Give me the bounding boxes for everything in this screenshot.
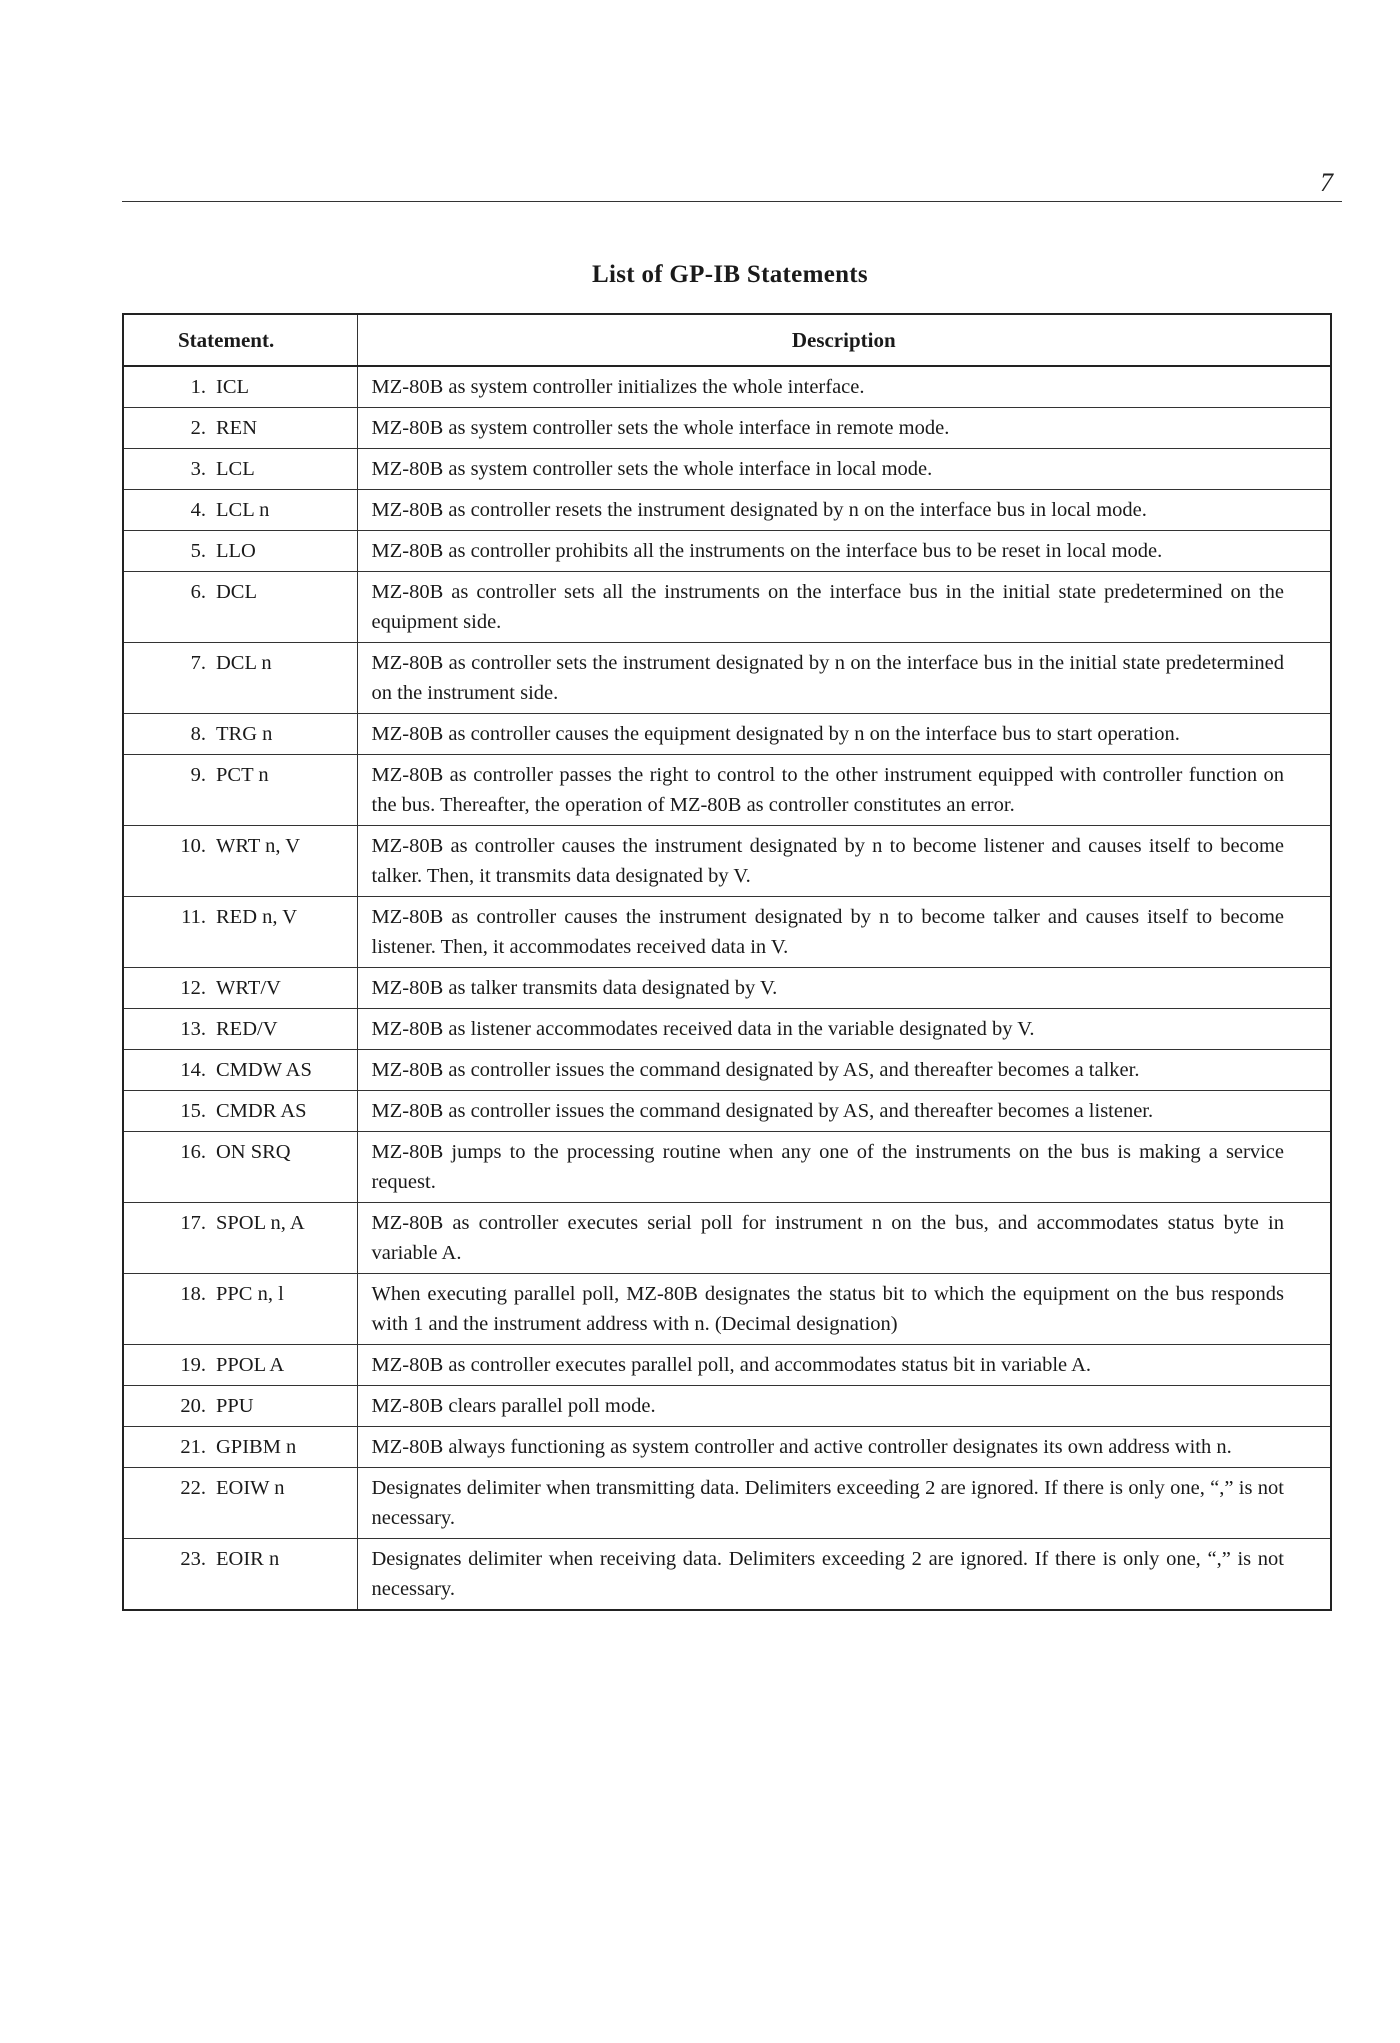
statement-cell xyxy=(123,1050,357,1091)
statement-name: DCL xyxy=(216,581,257,603)
description-cell: MZ-80B as controller causes the equipment designated by n on the interface bus to start operation. xyxy=(357,714,1331,755)
statement-cell xyxy=(123,1386,357,1427)
statement-name: REN xyxy=(216,417,257,439)
statement-number: 14. xyxy=(180,1059,206,1081)
statement-name: RED n, V xyxy=(216,906,298,928)
statement-number: 2. xyxy=(190,417,206,439)
statement-name: WRT/V xyxy=(216,977,281,999)
description-cell: MZ-80B as controller causes the instrument designated by n to become listener and causes itself to become talker. Then, it transmits data designated by V. xyxy=(357,826,1331,897)
table-row xyxy=(123,1345,1331,1386)
description-cell: MZ-80B as controller issues the command designated by AS, and thereafter becomes a talker. xyxy=(357,1050,1331,1091)
statement-cell xyxy=(123,643,357,714)
statement-name: DCL n xyxy=(216,652,272,674)
statement-number: 5. xyxy=(190,540,206,562)
statement-name: PPC n, l xyxy=(216,1283,284,1305)
statement-cell xyxy=(123,1009,357,1050)
table-row xyxy=(123,1132,1331,1203)
table-row xyxy=(123,408,1331,449)
statement-name: WRT n, V xyxy=(216,835,301,857)
description-cell: MZ-80B as controller prohibits all the instruments on the interface bus to be reset in local mode. xyxy=(357,531,1331,572)
statement-name: RED/V xyxy=(216,1018,278,1040)
statement-number: 18. xyxy=(180,1283,206,1305)
table-row xyxy=(123,643,1331,714)
description-cell: Designates delimiter when transmitting data. Delimiters exceeding 2 are ignored. If there is only one, “,” is not necessary. xyxy=(357,1468,1331,1539)
description-cell: MZ-80B as controller resets the instrument designated by n on the interface bus in local mode. xyxy=(357,490,1331,531)
description-cell: MZ-80B as controller issues the command designated by AS, and thereafter becomes a listener. xyxy=(357,1091,1331,1132)
table-row xyxy=(123,1274,1331,1345)
statement-cell xyxy=(123,366,357,408)
statement-number: 20. xyxy=(180,1395,206,1417)
statement-name: LLO xyxy=(216,540,256,562)
table-row xyxy=(123,531,1331,572)
column-header-description: Description xyxy=(357,314,1331,366)
table-row xyxy=(123,1203,1331,1274)
description-cell: MZ-80B as system controller initializes the whole interface. xyxy=(357,366,1331,408)
table-row xyxy=(123,1386,1331,1427)
page-number: 7 xyxy=(1320,168,1333,197)
table-row xyxy=(123,449,1331,490)
header-rule xyxy=(122,201,1342,202)
statement-number: 19. xyxy=(180,1354,206,1376)
statement-cell xyxy=(123,1539,357,1611)
table-row xyxy=(123,490,1331,531)
statement-cell xyxy=(123,1345,357,1386)
statement-number: 4. xyxy=(190,499,206,521)
statement-name: CMDW AS xyxy=(216,1059,312,1081)
description-cell: MZ-80B as controller passes the right to control to the other instrument equipped with controller function on the bus. Thereafter, the operation of MZ-80B as controller constitutes an error. xyxy=(357,755,1331,826)
table-row xyxy=(123,1050,1331,1091)
table-row xyxy=(123,755,1331,826)
statement-name: CMDR AS xyxy=(216,1100,307,1122)
statement-cell xyxy=(123,755,357,826)
description-cell: MZ-80B as system controller sets the whole interface in local mode. xyxy=(357,449,1331,490)
statement-number: 6. xyxy=(190,581,206,603)
statement-number: 22. xyxy=(180,1477,206,1499)
statement-number: 7. xyxy=(190,652,206,674)
statement-number: 11. xyxy=(181,906,206,928)
statement-number: 23. xyxy=(180,1548,206,1570)
description-cell: MZ-80B as controller sets all the instruments on the interface bus in the initial state predetermined on the equipment side. xyxy=(357,572,1331,643)
statement-cell xyxy=(123,1274,357,1345)
statement-name: LCL n xyxy=(216,499,270,521)
statement-number: 13. xyxy=(180,1018,206,1040)
table-row xyxy=(123,366,1331,408)
statement-cell xyxy=(123,714,357,755)
statement-name: TRG n xyxy=(216,723,273,745)
statement-number: 10. xyxy=(180,835,206,857)
statement-number: 1. xyxy=(190,376,206,398)
description-cell: MZ-80B as controller executes parallel poll, and accommodates status bit in variable A. xyxy=(357,1345,1331,1386)
statement-cell xyxy=(123,490,357,531)
description-cell: Designates delimiter when receiving data. Delimiters exceeding 2 are ignored. If there is only one, “,” is not necessary. xyxy=(371,1548,1284,1600)
description-cell: MZ-80B as listener accommodates received data in the variable designated by V. xyxy=(357,1009,1331,1050)
statement-name: GPIBM n xyxy=(216,1436,297,1458)
statement-name: PPOL A xyxy=(216,1354,285,1376)
statement-number: 17. xyxy=(180,1212,206,1234)
description-cell: MZ-80B jumps to the processing routine when any one of the instruments on the bus is making a service request. xyxy=(357,1132,1331,1203)
statement-name: EOIR n xyxy=(216,1548,280,1570)
statement-name: LCL xyxy=(216,458,255,480)
statement-name: SPOL n, A xyxy=(216,1212,305,1234)
table-row xyxy=(123,1539,1331,1611)
table-row xyxy=(123,1468,1331,1539)
statement-cell xyxy=(123,1132,357,1203)
statement-cell xyxy=(123,1427,357,1468)
statement-cell xyxy=(123,572,357,643)
table-row xyxy=(123,714,1331,755)
statement-cell xyxy=(123,826,357,897)
statement-cell xyxy=(123,968,357,1009)
table-row xyxy=(123,1427,1331,1468)
statement-number: 12. xyxy=(180,977,206,999)
description-cell: MZ-80B clears parallel poll mode. xyxy=(357,1386,1331,1427)
description-cell: MZ-80B as system controller sets the whole interface in remote mode. xyxy=(357,408,1331,449)
table-title: List of GP-IB Statements xyxy=(592,261,868,288)
description-cell: MZ-80B as controller causes the instrument designated by n to become talker and causes itself to become listener. Then, it accommodates received data in V. xyxy=(357,897,1331,968)
description-cell: MZ-80B as talker transmits data designated by V. xyxy=(357,968,1331,1009)
table-row xyxy=(123,572,1331,643)
statement-cell xyxy=(123,531,357,572)
gpib-statements-table xyxy=(122,313,1332,1611)
statement-cell xyxy=(123,1091,357,1132)
column-header-statement: Statement. xyxy=(123,314,357,366)
table-header-row xyxy=(123,314,1331,366)
statement-number: 9. xyxy=(190,764,206,786)
statement-cell xyxy=(123,897,357,968)
statement-cell xyxy=(123,408,357,449)
description-cell: When executing parallel poll, MZ-80B designates the status bit to which the equipment on the bus responds with 1 and the instrument address with n. (Decimal designation) xyxy=(357,1274,1331,1345)
statement-number: 16. xyxy=(180,1141,206,1163)
table-row xyxy=(123,826,1331,897)
table-row xyxy=(123,1009,1331,1050)
description-cell: MZ-80B as controller executes serial poll for instrument n on the bus, and accommodates status byte in variable A. xyxy=(357,1203,1331,1274)
statement-cell xyxy=(123,1203,357,1274)
statement-number: 21. xyxy=(180,1436,206,1458)
statement-number: 3. xyxy=(190,458,206,480)
statement-number: 15. xyxy=(180,1100,206,1122)
table-row xyxy=(123,897,1331,968)
statement-name: EOIW n xyxy=(216,1477,285,1499)
statement-name: ON SRQ xyxy=(216,1141,291,1163)
statement-number: 8. xyxy=(190,723,206,745)
statement-cell xyxy=(123,1468,357,1539)
description-cell: MZ-80B as controller sets the instrument designated by n on the interface bus in the initial state predetermined on the instrument side. xyxy=(357,643,1331,714)
statement-cell xyxy=(123,449,357,490)
table-row xyxy=(123,968,1331,1009)
table-row xyxy=(123,1091,1331,1132)
statement-name: PPU xyxy=(216,1395,254,1417)
statement-name: PCT n xyxy=(216,764,269,786)
statement-name: ICL xyxy=(216,376,250,398)
description-cell: MZ-80B always functioning as system controller and active controller designates its own address with n. xyxy=(357,1427,1331,1468)
